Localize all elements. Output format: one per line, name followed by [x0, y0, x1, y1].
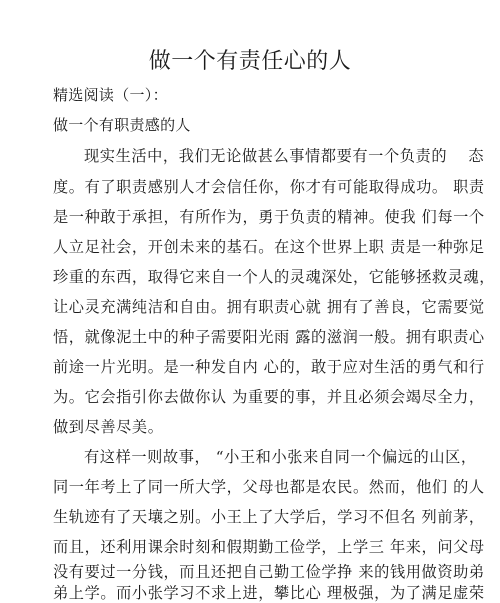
paragraph-line: 做到尽善尽美。 [53, 418, 164, 436]
paragraph-line: 有这样一则故事， “小王和小张来自同一个偏远的山区， [84, 448, 477, 466]
paragraph-line: 悟，就像泥土中的种子需要阳光雨 露的滋润一般。拥有职责心 [53, 328, 485, 346]
section-label: 精选阅读（一）： [53, 86, 168, 104]
paragraph-line: 让心灵充满纯洁和自由。拥有职责心就 拥有了善良，它需要觉 [53, 298, 485, 316]
paragraph-line: 前途一片光明。是一种发自内 心的，敢于应对生活的勇气和行 [53, 358, 485, 376]
paragraph-line: 人立足社会，开创未来的基石。在这个世界上职 责是一种弥足 [53, 238, 485, 256]
paragraph-line: 而且，还利用课余时刻和假期勤工俭学，上学三 年来，问父母 [53, 538, 485, 556]
paragraph-line: 珍重的东西，取得它来自一个人的灵魂深处，它能够拯救灵魂， [53, 268, 496, 286]
paragraph-line: 为。它会指引你去做你认 为重要的事，并且必须会竭尽全力， [53, 388, 485, 406]
paragraph-line: 没有要过一分钱，而且还把自己勤工俭学挣 来的钱用做资助弟 [53, 563, 485, 581]
article-heading: 做一个有职责感的人 [53, 116, 191, 134]
paragraph-line: 度。有了职责感别人才会信任你，你才有可能取得成功。 职责 [53, 178, 485, 196]
paragraph-line: 是一种敢于承担，有所作为，勇于负责的精神。使我 们每一个 [53, 208, 485, 226]
paragraph-line: 弟上学。而小张学习不求上进，攀比心 理极强，为了满足虚荣 [53, 584, 485, 602]
document-title: 做一个有责任心的人 [148, 49, 352, 74]
paragraph-line: 同一年考上了同一所大学，父母也都是农民。然而，他们 的人 [53, 478, 485, 496]
paragraph-line: 现实生活中，我们无论做甚么事情都要有一个负责的 态 [84, 147, 485, 165]
paragraph-line: 生轨迹有了天壤之别。小王上了大学后，学习不但名 列前茅， [53, 508, 485, 526]
